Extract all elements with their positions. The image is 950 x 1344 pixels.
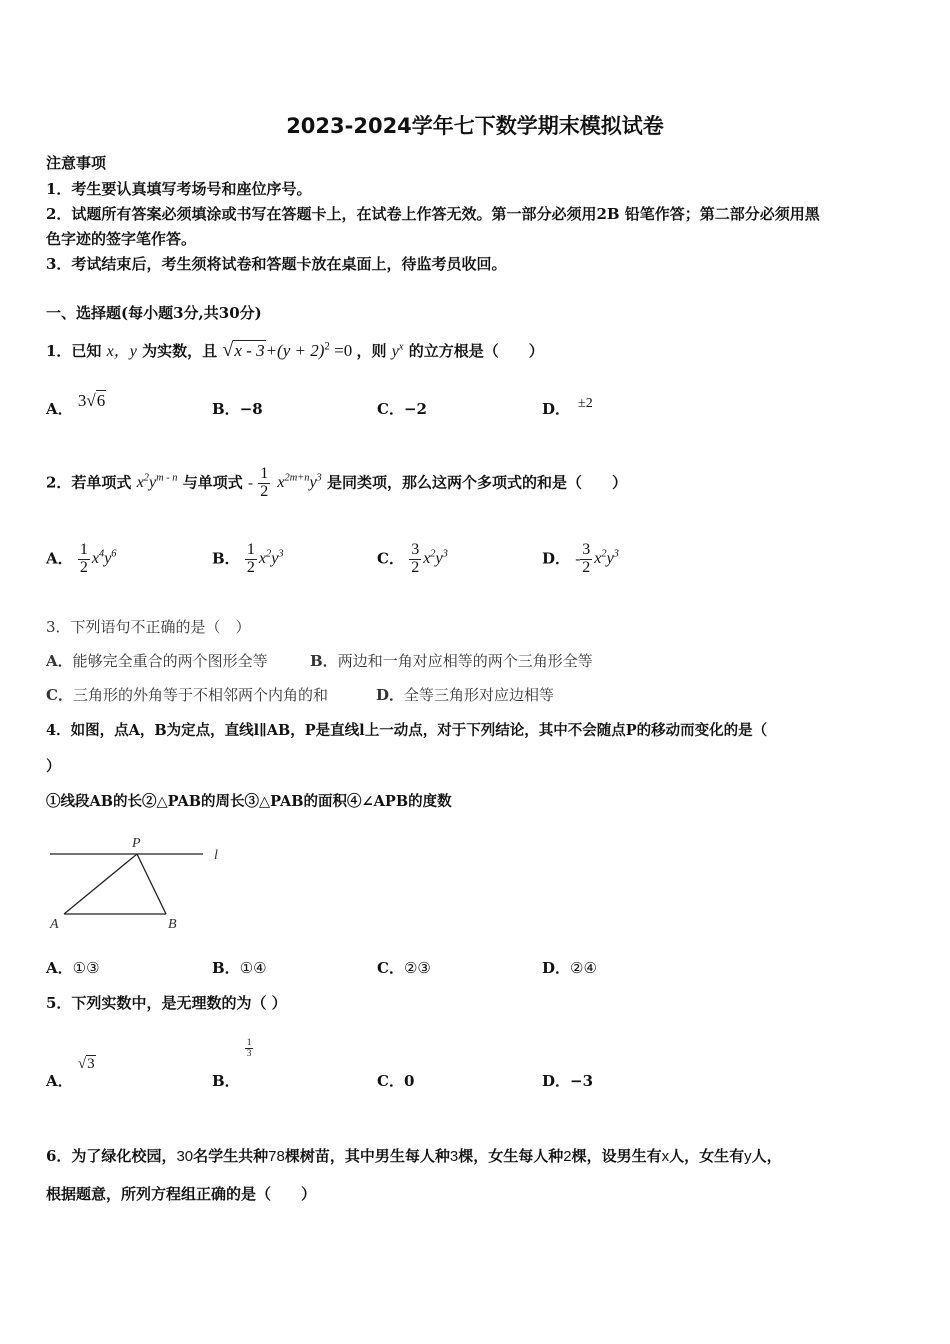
q6-text: 棵，设男生有: [571, 1147, 662, 1165]
notice-item: 3．考试结束后，考生须将试卷和答题卡放在桌面上，待监考员收回。: [46, 255, 507, 273]
exp: 3: [442, 549, 448, 560]
sign: -: [575, 551, 581, 568]
q6-text: 名学生共种: [193, 1147, 269, 1165]
q1-expr-exp: x: [398, 341, 404, 353]
option-text: ±2: [578, 396, 593, 411]
exp: 3: [613, 549, 619, 560]
option-text: 两边和一角对应相等的两个三角形全等: [337, 652, 593, 670]
label-a: A: [50, 917, 59, 932]
numerator: 3: [411, 541, 420, 559]
option-text: 三角形的外角等于不相邻两个内角的和: [72, 686, 328, 704]
var: y: [606, 550, 614, 568]
section-heading: 一、选择题(每小题3分,共30分): [46, 304, 262, 322]
q3-option-c[interactable]: [46, 684, 328, 705]
q6-number: 78: [268, 1148, 285, 1165]
option-label: B．: [212, 400, 240, 418]
option-label: A．: [46, 959, 73, 977]
question-6-line2: 根据题意，所列方程组正确的是（ ）: [46, 1185, 317, 1203]
option-text: ②③: [403, 959, 431, 977]
denominator: 2: [246, 558, 255, 576]
q1-mid: 为实数，且: [142, 342, 218, 360]
var: x: [258, 550, 267, 568]
fraction: [245, 1038, 254, 1058]
numerator: 1: [79, 541, 88, 559]
q1-expr: [392, 343, 404, 360]
q5-option-a-value: √3: [77, 1056, 95, 1072]
denominator: 2: [79, 558, 88, 576]
option-label: C．: [377, 959, 404, 977]
q6-text: 棵，女生每人种: [458, 1147, 564, 1165]
coef: 3: [77, 391, 87, 410]
option-label: D．: [542, 400, 571, 418]
exp: 3: [278, 549, 284, 560]
q1-condition: $√x - 3+(y + 2)^2 =0$: [222, 339, 353, 361]
exp: m - n: [156, 473, 178, 484]
notice-item: 1．考生要认真填写考场号和座位序号。: [46, 180, 312, 198]
q6-number: 30: [176, 1148, 194, 1165]
radicand: 3: [87, 1056, 95, 1072]
option-text: 0: [403, 1072, 415, 1090]
q4-conclusions: ①线段AB的长②△PAB的周长③△PAB的面积④∠APB的度数: [46, 793, 452, 810]
q6-text: 棵树苗，其中男生每人种: [284, 1147, 450, 1165]
question-4: 4．如图，点A，B为定点，直线l∥AB，P是直线l上一动点，对于下列结论，其中不会随点P的移动而变化的是（: [46, 722, 768, 739]
q5-option-c[interactable]: [377, 1070, 414, 1091]
option-text: 能够完全重合的两个图形全等: [72, 652, 268, 670]
label-p: P: [132, 836, 141, 851]
fraction: [580, 542, 592, 577]
question-2: [46, 450, 627, 512]
option-label: A．: [46, 549, 73, 568]
q6-var: y: [744, 1148, 752, 1165]
option-label: B．: [212, 959, 240, 977]
q1-option-c[interactable]: [377, 398, 427, 419]
q6-text: 6．为了绿化校园，: [46, 1147, 177, 1165]
q6-var: x: [661, 1148, 670, 1165]
option-text: 全等三角形对应边相等: [404, 686, 555, 704]
q1-suffix: 的立方根是（ ）: [408, 342, 544, 360]
segment-ap: [64, 854, 137, 914]
q1-option-a-value: 3√6: [77, 391, 106, 410]
option-label: C．: [377, 549, 404, 568]
q2-option-b[interactable]: [212, 526, 284, 588]
question-1: [46, 338, 544, 362]
denominator: 2: [582, 558, 591, 576]
var: x: [136, 474, 144, 492]
option-label: C．: [377, 400, 404, 418]
q1-option-d[interactable]: [542, 398, 593, 419]
var: y: [435, 550, 443, 568]
q6-number: 3: [449, 1148, 459, 1165]
notice-item: 2．试题所有答案必须填涂或书写在答题卡上，在试卷上作答无效。第一部分必须用2B 铅笔作答；第二部分必须用黑: [46, 205, 820, 223]
question-5: 5．下列实数中，是无理数的为（ ）: [46, 994, 287, 1012]
q4-option-b[interactable]: [212, 957, 267, 978]
denominator: 2: [411, 558, 420, 576]
option-label: C．: [46, 686, 73, 704]
denominator: 3: [246, 1047, 252, 1058]
var: y: [149, 474, 157, 492]
exp: 2: [143, 473, 149, 484]
q2-option-c[interactable]: [377, 526, 448, 588]
q1-cond-square: +(y + 2): [265, 341, 325, 360]
exp: 2: [601, 549, 607, 560]
numerator: 1: [246, 541, 255, 559]
option-label: B．: [310, 652, 338, 670]
exp: 4: [98, 549, 105, 560]
q2-fraction: [258, 466, 270, 501]
exp: 2m+n: [284, 473, 310, 484]
label-b: B: [168, 917, 177, 932]
q1-then: ，则: [356, 342, 387, 360]
option-label: A．: [46, 1072, 73, 1090]
question-4-line2: ）: [46, 758, 61, 775]
q4-option-d[interactable]: [542, 957, 597, 978]
fraction: [245, 542, 257, 577]
option-label: C．: [377, 1072, 404, 1090]
exp: 3: [316, 473, 322, 484]
q2-term2: [277, 474, 321, 491]
q3-option-a[interactable]: [46, 650, 268, 671]
option-text: −3: [570, 1072, 594, 1090]
q3-option-b[interactable]: [310, 650, 593, 671]
q5-option-a[interactable]: [46, 1056, 96, 1091]
q4-figure: [40, 830, 240, 935]
option-text: ②④: [570, 959, 597, 977]
q2-mid: 与单项式: [182, 473, 243, 492]
page-title: 2023-2024学年七下数学期末模拟试卷: [286, 114, 664, 138]
q1-prefix: 1．已知: [46, 342, 102, 360]
q1-cond-eq: =0: [329, 341, 353, 360]
q1-vars: x，y: [106, 343, 137, 360]
q1-cond-exp: 2: [324, 340, 330, 353]
exp: 2: [266, 549, 272, 560]
option-label: A．: [46, 652, 73, 670]
q2-prefix: 2．若单项式: [46, 473, 132, 492]
question-6: [46, 1145, 782, 1166]
var: y: [104, 550, 112, 568]
q2-option-d[interactable]: [542, 526, 619, 588]
question-3: 3．下列语句不正确的是（ ）: [46, 618, 251, 636]
fraction: [78, 542, 90, 577]
q6-text: 人，: [751, 1147, 782, 1165]
option-label: B．: [212, 549, 240, 568]
q6-text: 人，女生有: [669, 1147, 745, 1165]
q6-number: 2: [563, 1148, 572, 1165]
option-text: ①③: [72, 959, 100, 977]
option-text: −8: [239, 400, 263, 418]
label-l: l: [214, 848, 218, 863]
q4-option-c[interactable]: [377, 957, 431, 978]
option-label: D．: [542, 549, 571, 568]
q1-cond-radicand: x - 3: [234, 341, 265, 360]
option-label: A．: [46, 400, 73, 418]
option-label: D．: [542, 959, 571, 977]
option-label: B．: [212, 1072, 240, 1090]
notice-item: 色字迹的签字笔作答。: [46, 230, 197, 248]
q2-term1: [137, 474, 178, 491]
option-text: −2: [403, 400, 427, 418]
var: y: [271, 550, 279, 568]
q1-expr-base: y: [391, 343, 399, 360]
q2-option-a[interactable]: [46, 526, 117, 588]
q1-option-b[interactable]: [212, 398, 263, 419]
numerator: 3: [582, 541, 591, 559]
denominator: 2: [260, 482, 269, 500]
fraction: [409, 542, 421, 577]
q5-option-b[interactable]: [212, 1037, 255, 1092]
option-label: D．: [542, 1072, 571, 1090]
var: x: [277, 474, 285, 492]
segment-pb: [137, 854, 166, 914]
q2-neg: -: [247, 475, 253, 492]
numerator: 1: [260, 465, 269, 483]
var: x: [594, 550, 602, 568]
exp: 2: [430, 549, 436, 560]
var: x: [423, 550, 431, 568]
q2-suffix: 是同类项，那么这两个多项式的和是（ ）: [326, 473, 627, 492]
option-label: D．: [376, 686, 405, 704]
q5-option-d[interactable]: [542, 1070, 593, 1091]
q3-option-d[interactable]: [376, 684, 554, 705]
q1-option-a[interactable]: [46, 391, 106, 419]
option-text: ①④: [239, 959, 267, 977]
notice-heading: 注意事项: [46, 154, 107, 172]
numerator: 1: [246, 1037, 252, 1048]
var: y: [309, 474, 317, 492]
q4-option-a[interactable]: [46, 957, 100, 978]
exp: 6: [111, 549, 117, 560]
radicand: 6: [96, 391, 106, 410]
var: x: [91, 550, 99, 568]
